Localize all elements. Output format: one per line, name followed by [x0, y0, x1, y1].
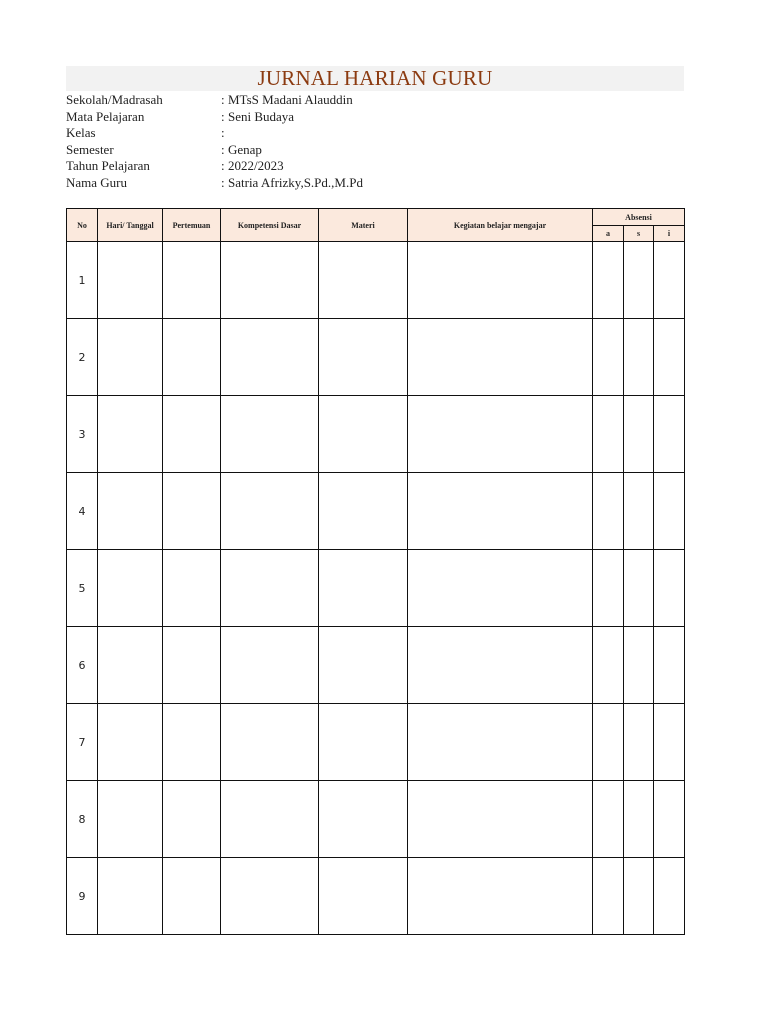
cell-materi [319, 242, 408, 319]
cell-kompetensi-dasar [221, 627, 319, 704]
cell-absensi-s [624, 627, 654, 704]
cell-pertemuan [163, 396, 221, 473]
cell-pertemuan [163, 858, 221, 935]
table-row [67, 627, 685, 704]
cell-kegiatan [408, 627, 593, 704]
cell-kegiatan [408, 858, 593, 935]
info-value: 2022/2023 [228, 158, 284, 174]
cell-absensi-a [593, 319, 624, 396]
cell-hari-tanggal [98, 627, 163, 704]
table-row [67, 550, 685, 627]
row-number: 6 [67, 627, 98, 704]
cell-kegiatan [408, 781, 593, 858]
cell-materi [319, 704, 408, 781]
cell-pertemuan [163, 781, 221, 858]
cell-materi [319, 627, 408, 704]
cell-absensi-s [624, 704, 654, 781]
cell-absensi-i [654, 396, 685, 473]
info-separator: : [221, 158, 225, 174]
cell-hari-tanggal [98, 396, 163, 473]
cell-hari-tanggal [98, 242, 163, 319]
cell-kegiatan [408, 473, 593, 550]
info-row-tahun [66, 158, 684, 175]
info-row-guru [66, 175, 684, 192]
cell-materi [319, 858, 408, 935]
info-block [66, 92, 684, 192]
info-row-semester [66, 142, 684, 159]
info-row-mapel [66, 109, 684, 126]
cell-kompetensi-dasar [221, 781, 319, 858]
cell-absensi-a [593, 473, 624, 550]
info-row-kelas [66, 125, 684, 142]
cell-kompetensi-dasar [221, 396, 319, 473]
table-row [67, 781, 685, 858]
row-number: 1 [67, 242, 98, 319]
cell-kegiatan [408, 242, 593, 319]
cell-kompetensi-dasar [221, 704, 319, 781]
cell-kompetensi-dasar [221, 319, 319, 396]
header-kompetensi-dasar: Kompetensi Dasar [221, 209, 319, 242]
cell-kompetensi-dasar [221, 550, 319, 627]
header-pertemuan: Pertemuan [163, 209, 221, 242]
header-kegiatan: Kegiatan belajar mengajar [408, 209, 593, 242]
info-label: Mata Pelajaran [66, 108, 145, 124]
cell-materi [319, 550, 408, 627]
info-label: Kelas [66, 125, 96, 141]
cell-absensi-i [654, 473, 685, 550]
cell-hari-tanggal [98, 319, 163, 396]
table-row [67, 858, 685, 935]
info-value: Seni Budaya [228, 108, 295, 124]
cell-absensi-a [593, 550, 624, 627]
cell-absensi-a [593, 858, 624, 935]
cell-absensi-s [624, 473, 654, 550]
table-row [67, 396, 685, 473]
cell-absensi-s [624, 781, 654, 858]
cell-absensi-s [624, 319, 654, 396]
cell-absensi-i [654, 627, 685, 704]
info-row-sekolah [66, 92, 684, 109]
row-number: 7 [67, 704, 98, 781]
row-number: 9 [67, 858, 98, 935]
cell-absensi-a [593, 242, 624, 319]
page-title: JURNAL HARIAN GURU [257, 66, 493, 90]
cell-absensi-s [624, 550, 654, 627]
cell-pertemuan [163, 704, 221, 781]
header-absensi: Absensi [593, 209, 685, 226]
journal-table [66, 208, 685, 935]
cell-kompetensi-dasar [221, 858, 319, 935]
cell-pertemuan [163, 473, 221, 550]
cell-absensi-a [593, 781, 624, 858]
header-absensi-a: a [593, 226, 624, 242]
row-number: 4 [67, 473, 98, 550]
header-absensi-i: i [654, 226, 685, 242]
info-separator: : [221, 125, 225, 141]
row-number: 5 [67, 550, 98, 627]
info-label: Nama Guru [66, 174, 128, 190]
cell-absensi-s [624, 396, 654, 473]
cell-absensi-a [593, 627, 624, 704]
cell-kompetensi-dasar [221, 242, 319, 319]
cell-absensi-a [593, 704, 624, 781]
info-value: Satria Afrizky,S.Pd.,M.Pd [228, 174, 363, 190]
cell-absensi-i [654, 704, 685, 781]
cell-hari-tanggal [98, 858, 163, 935]
row-number: 8 [67, 781, 98, 858]
info-value: MTsS Madani Alauddin [228, 92, 353, 107]
header-no: No [67, 209, 98, 242]
cell-hari-tanggal [98, 781, 163, 858]
table-row [67, 704, 685, 781]
info-value: Genap [228, 141, 262, 157]
cell-pertemuan [163, 550, 221, 627]
cell-pertemuan [163, 242, 221, 319]
info-label: Semester [66, 141, 114, 157]
cell-absensi-a [593, 396, 624, 473]
cell-absensi-s [624, 858, 654, 935]
table-row [67, 319, 685, 396]
row-number: 2 [67, 319, 98, 396]
cell-materi [319, 781, 408, 858]
cell-kegiatan [408, 396, 593, 473]
cell-materi [319, 319, 408, 396]
table-row [67, 242, 685, 319]
info-separator: : [221, 174, 225, 190]
row-number: 3 [67, 396, 98, 473]
cell-absensi-s [624, 242, 654, 319]
cell-kegiatan [408, 319, 593, 396]
info-separator: : [221, 92, 225, 107]
cell-materi [319, 473, 408, 550]
header-absensi-s: s [624, 226, 654, 242]
cell-absensi-i [654, 781, 685, 858]
table-row [67, 473, 685, 550]
cell-materi [319, 396, 408, 473]
cell-pertemuan [163, 319, 221, 396]
cell-pertemuan [163, 627, 221, 704]
cell-kompetensi-dasar [221, 473, 319, 550]
header-hari-tanggal: Hari/ Tanggal [98, 209, 163, 242]
info-label: Sekolah/Madrasah [66, 92, 163, 107]
cell-absensi-i [654, 242, 685, 319]
cell-absensi-i [654, 858, 685, 935]
header-materi: Materi [319, 209, 408, 242]
cell-hari-tanggal [98, 704, 163, 781]
cell-kegiatan [408, 550, 593, 627]
info-label: Tahun Pelajaran [66, 158, 150, 174]
cell-hari-tanggal [98, 550, 163, 627]
cell-hari-tanggal [98, 473, 163, 550]
cell-absensi-i [654, 550, 685, 627]
cell-kegiatan [408, 704, 593, 781]
info-separator: : [221, 141, 225, 157]
cell-absensi-i [654, 319, 685, 396]
info-separator: : [221, 108, 225, 124]
